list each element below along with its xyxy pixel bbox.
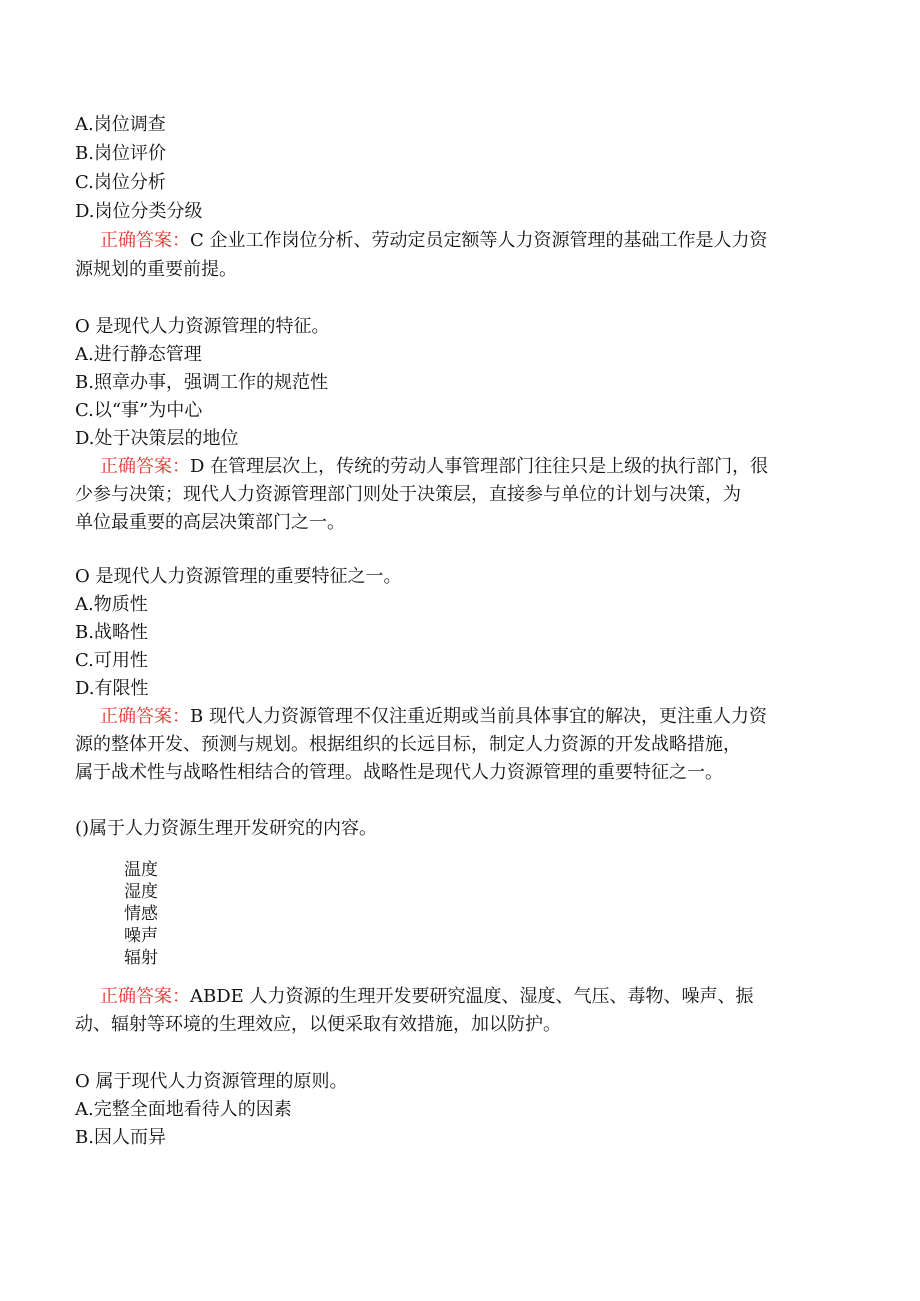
q2-answer: [100, 456, 768, 478]
answer-label: 正确答案：: [100, 706, 190, 727]
q1-option-d: D.岗位分类分级: [75, 201, 203, 222]
q1-answer-cont: 源规划的重要前提。: [75, 259, 237, 280]
answer-label: 正确答案：: [100, 230, 190, 251]
q4-option-3: 情感: [124, 904, 158, 924]
q1-answer: [100, 230, 768, 252]
q2-option-d: D.处于决策层的地位: [75, 428, 239, 449]
q4-option-5: 辐射: [124, 948, 158, 968]
q3-stem: O 是现代人力资源管理的重要特征之一。: [75, 566, 402, 587]
q4-option-1: 温度: [124, 860, 158, 880]
q2-option-c: C.以“事”为中心: [75, 400, 203, 421]
q2-stem: O 是现代人力资源管理的特征。: [75, 316, 330, 337]
q3-option-a: A.物质性: [75, 594, 148, 615]
q5-option-a: A.完整全面地看待人的因素: [75, 1099, 292, 1120]
q3-answer-cont-2: 属于战术性与战略性相结合的管理。战略性是现代人力资源管理的重要特征之一。: [75, 762, 723, 783]
answer-text: D 在管理层次上，传统的劳动人事管理部门往往只是上级的执行部门，很: [190, 456, 769, 477]
q1-option-b: B.岗位评价: [75, 143, 166, 164]
q3-option-b: B.战略性: [75, 622, 148, 643]
q1-option-a: A.岗位调查: [75, 114, 166, 135]
q4-answer-cont: 动、辐射等环境的生理效应，以便采取有效措施，加以防护。: [75, 1014, 561, 1035]
q1-option-c: C.岗位分析: [75, 172, 166, 193]
q2-option-a: A.进行静态管理: [75, 344, 202, 365]
q3-answer: [100, 706, 767, 728]
q2-answer-cont-2: 单位最重要的高层决策部门之一。: [75, 512, 345, 533]
q3-option-d: D.有限性: [75, 678, 149, 699]
q3-answer-cont-1: 源的整体开发、预测与规划。根据组织的长远目标，制定人力资源的开发战略措施，: [75, 734, 741, 755]
q4-answer: [100, 986, 754, 1008]
q4-option-2: 湿度: [124, 882, 158, 902]
q5-stem: O 属于现代人力资源管理的原则。: [75, 1071, 348, 1092]
q5-option-b: B.因人而异: [75, 1127, 166, 1148]
answer-text: ABDE 人力资源的生理开发要研究温度、湿度、气压、毒物、噪声、振: [190, 986, 754, 1007]
q4-option-4: 噪声: [124, 926, 158, 946]
answer-text: C 企业工作岗位分析、劳动定员定额等人力资源管理的基础工作是人力资: [190, 230, 768, 251]
answer-label: 正确答案：: [100, 456, 190, 477]
q3-option-c: C.可用性: [75, 650, 148, 671]
q2-option-b: B.照章办事，强调工作的规范性: [75, 372, 328, 393]
answer-text: B 现代人力资源管理不仅注重近期或当前具体事宜的解决，更注重人力资: [190, 706, 767, 727]
q2-answer-cont-1: 少参与决策；现代人力资源管理部门则处于决策层，直接参与单位的计划与决策，为: [75, 484, 741, 505]
q4-stem: ()属于人力资源生理开发研究的内容。: [75, 818, 378, 839]
answer-label: 正确答案：: [100, 986, 190, 1007]
